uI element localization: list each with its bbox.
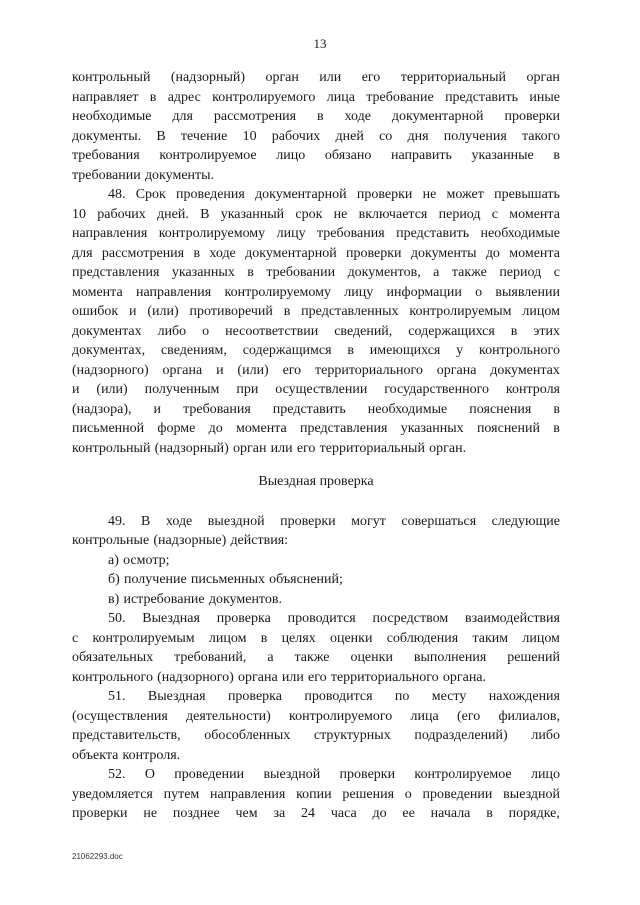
text-line: необходимые для рассмотрения в ходе документарной проверки — [72, 109, 560, 124]
text-line: 51. Выездная проверка проводится по месту нахождения — [108, 689, 560, 704]
paragraph — [72, 185, 560, 458]
paragraph — [72, 687, 560, 765]
text-line: 49. В ходе выездной проверки могут совершаться следующие — [108, 513, 560, 529]
text-line: б) получение письменных объяснений; — [108, 572, 343, 587]
text-line: обязательных требований, а также оценки выполнения решений — [72, 650, 560, 665]
paragraph — [72, 570, 560, 590]
text-line: контрольный (надзорный) орган или его территориальный орган. — [72, 440, 467, 456]
text-line: (осуществления деятельности) контролируемого лица (его филиалов, — [72, 708, 560, 724]
text-line: (надзора), и требования представить необходимые пояснения в — [72, 401, 560, 417]
text-line: документах, сведениям, содержащимся в имеющихся у контрольного — [72, 343, 560, 358]
text-line: (надзорного) органа и (или) его территориального органа документах — [72, 362, 560, 378]
page-number: 13 — [313, 36, 327, 51]
text-line: контрольные (надзорные) действия: — [72, 533, 289, 548]
document-body — [72, 68, 560, 824]
text-line: требования контролируемое лицо обязано направить указанные в — [72, 148, 560, 163]
text-line: момента направления контролируемому лицу информации о выявлении — [72, 284, 560, 300]
text-line: для рассмотрения в ходе документарной проверки документы до момента — [72, 245, 560, 261]
paragraph — [72, 590, 560, 610]
text-line: документы. В течение 10 рабочих дней со дня получения такого — [72, 128, 560, 144]
text-line: а) осмотр; — [108, 552, 170, 568]
text-line: требовании документы. — [72, 167, 215, 183]
text-line: письменной форме до момента представления указанных пояснений в — [72, 421, 560, 436]
text-line: уведомляется путем направления копии решения о проведении выездной — [72, 786, 560, 802]
text-line: проверки не позднее чем за 24 часа до ее начала в порядке, — [72, 806, 560, 821]
text-line: направления контролируемому лицу требования представить необходимые — [72, 226, 560, 241]
text-line: 10 рабочих дней. В указанный срок не включается период с момента — [72, 206, 560, 222]
text-line: направляет в адрес контролируемого лица требование представить иные — [72, 89, 560, 105]
text-line: и (или) полученным при осуществлении государственного контроля — [72, 382, 560, 397]
text-line: представительств, обособленных структурных подразделений) либо — [72, 728, 560, 743]
text-line: представления указанных в требовании документов, а также период с — [72, 265, 560, 280]
footer-filename: 21062293.doc — [72, 852, 123, 861]
paragraph — [72, 765, 560, 824]
paragraph — [72, 512, 560, 551]
text-line: 52. О проведении выездной проверки контролируемое лицо — [108, 767, 560, 782]
text-line: 50. Выездная проверка проводится посредством взаимодействия — [108, 611, 560, 626]
paragraph — [72, 68, 560, 185]
section-heading: Выездная проверка — [258, 474, 374, 489]
text-line: контрольный (надзорный) орган или его территориальный орган — [72, 70, 560, 85]
paragraph — [72, 551, 560, 571]
text-line: ошибок и (или) противоречий в представленных контролируемым лицом — [72, 304, 560, 319]
text-line: в) истребование документов. — [108, 591, 282, 607]
text-line: объекта контроля. — [72, 747, 181, 763]
text-line: документах либо о несоответствии сведений, содержащихся в этих — [72, 323, 560, 339]
text-line: с контролируемым лицом в целях оценки соблюдения таким лицом — [72, 630, 560, 646]
text-line: контрольного (надзорного) органа или его территориального органа. — [72, 669, 487, 685]
text-line: 48. Срок проведения документарной проверки не может превышать — [108, 187, 560, 202]
paragraph — [72, 609, 560, 687]
